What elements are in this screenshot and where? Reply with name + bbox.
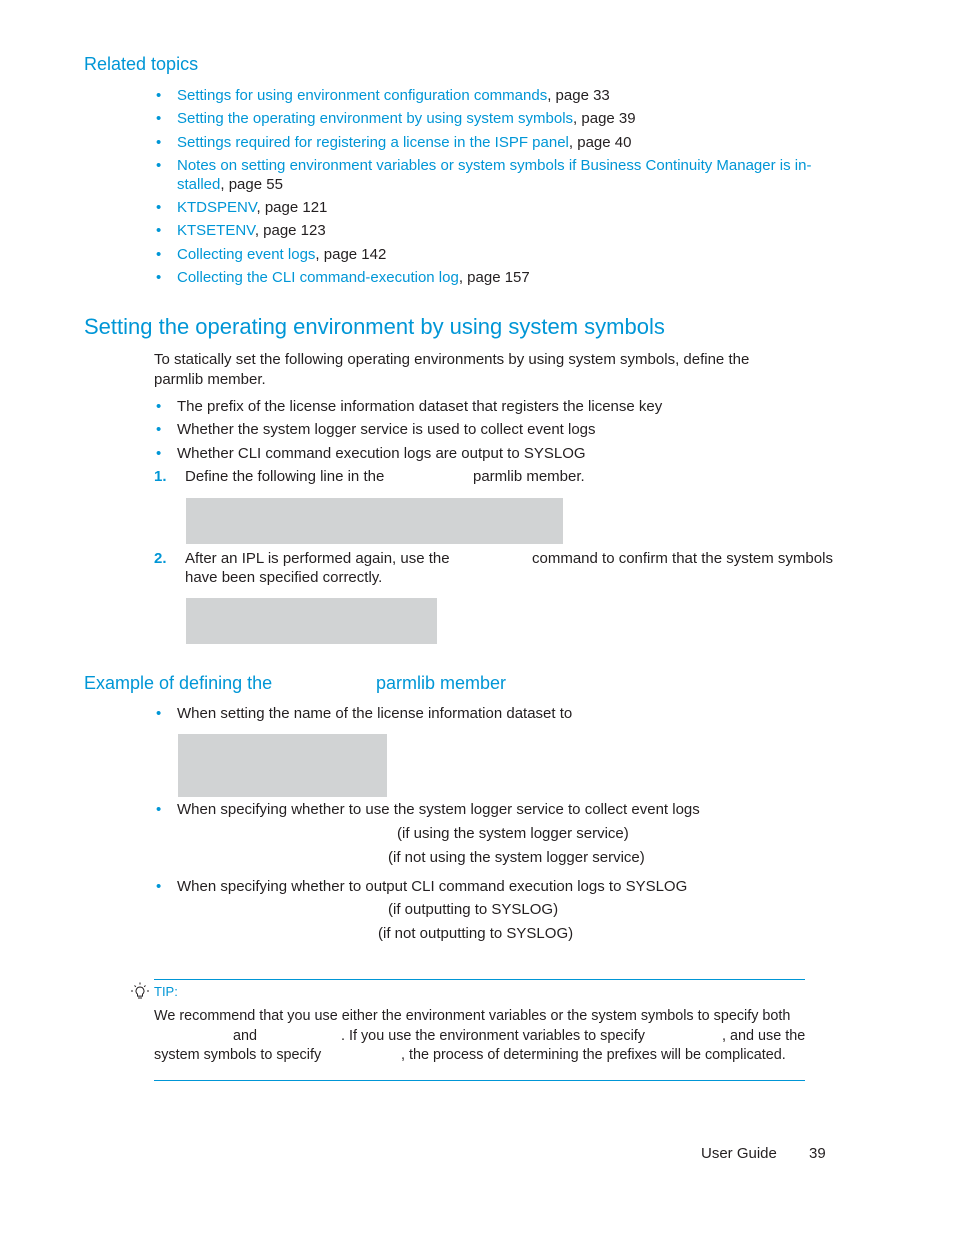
option-note: (if not outputting to SYSLOG) <box>378 925 574 942</box>
bullet-icon: • <box>156 398 162 415</box>
bullet-icon: • <box>156 134 162 151</box>
bullet-icon: • <box>156 246 162 263</box>
list-item: When specifying whether to output CLI command execution logs to SYSLOG <box>177 878 688 895</box>
bullet-icon: • <box>156 110 162 127</box>
bullet-icon: • <box>156 269 162 286</box>
option-note: (if using the system logger service) <box>397 825 629 842</box>
example-heading: Example of defining the <box>84 673 273 693</box>
bullet-icon: • <box>156 421 162 438</box>
topic-link[interactable]: Settings for using environment configuration commands <box>177 87 548 104</box>
list-item: When setting the name of the license information dataset to <box>177 705 573 722</box>
section-title: Setting the operating environment by using system symbols <box>84 314 665 339</box>
bullet-icon: • <box>156 87 162 104</box>
tip-text: , and use the <box>722 1028 806 1044</box>
tip-top-rule <box>154 979 805 980</box>
lightbulb-icon <box>129 981 151 1003</box>
topic-link[interactable]: Settings required for registering a license in the ISPF panel <box>177 134 569 151</box>
option-note: (if not using the system logger service) <box>388 849 645 866</box>
list-item: When specifying whether to use the system logger service to collect event logs <box>177 801 700 818</box>
code-block <box>186 498 563 544</box>
step-text: command to confirm that the system symbols <box>532 550 833 567</box>
topic-link[interactable]: stalled <box>177 176 221 193</box>
bullet-icon: • <box>156 222 162 239</box>
step-text: have been specified correctly. <box>185 569 383 586</box>
topic-link[interactable]: Collecting event logs <box>177 246 316 263</box>
tip-bottom-rule <box>154 1080 805 1081</box>
list-item: Collecting the CLI command-execution log, page 157 <box>177 269 530 286</box>
list-item: Collecting event logs, page 142 <box>177 246 387 263</box>
list-item: Setting the operating environment by using system symbols, page 39 <box>177 110 636 127</box>
tip-text: We recommend that you use either the environment variables or the system symbols to specify both <box>154 1008 791 1024</box>
step-number: 2. <box>154 550 167 567</box>
step-text: parmlib member. <box>473 468 585 485</box>
topic-link[interactable]: Notes on setting environment variables or system symbols if Business Continuity Manager is in- <box>177 157 812 174</box>
bullet-icon: • <box>156 801 162 818</box>
list-item: Whether the system logger service is used to collect event logs <box>177 421 596 438</box>
example-heading: parmlib member <box>376 673 507 693</box>
list-item: The prefix of the license information dataset that registers the license key <box>177 398 663 415</box>
step-text: After an IPL is performed again, use the <box>185 550 450 567</box>
footer-label: User Guide <box>701 1145 777 1162</box>
list-item: KTDSPENV, page 121 <box>177 199 328 216</box>
topic-link[interactable]: KTDSPENV <box>177 199 257 216</box>
list-item: Whether CLI command execution logs are output to SYSLOG <box>177 445 586 462</box>
tip-text: system symbols to specify <box>154 1047 322 1063</box>
list-item: Settings for using environment configuration commands, page 33 <box>177 87 610 104</box>
bullet-icon: • <box>156 445 162 462</box>
topic-link[interactable]: Collecting the CLI command-execution log <box>177 269 459 286</box>
bullet-icon: • <box>156 705 162 722</box>
intro-text: parmlib member. <box>154 371 266 388</box>
code-block <box>186 598 437 644</box>
step-number: 1. <box>154 468 167 485</box>
tip-text: . If you use the environment variables to specify <box>341 1028 645 1044</box>
topic-link[interactable]: KTSETENV <box>177 222 255 239</box>
step-text: Define the following line in the <box>185 468 385 485</box>
list-item: KTSETENV, page 123 <box>177 222 326 239</box>
option-note: (if outputting to SYSLOG) <box>388 901 559 918</box>
code-block <box>178 734 387 797</box>
bullet-icon: • <box>156 878 162 895</box>
related-topics-heading: Related topics <box>84 54 199 74</box>
list-item: stalled, page 55 <box>177 176 283 193</box>
list-item: Settings required for registering a license in the ISPF panel, page 40 <box>177 134 632 151</box>
bullet-icon: • <box>156 199 162 216</box>
tip-text: , the process of determining the prefixes will be complicated. <box>401 1047 786 1063</box>
page-number: 39 <box>809 1145 826 1162</box>
topic-link[interactable]: Setting the operating environment by using system symbols <box>177 110 574 127</box>
tip-label: TIP: <box>154 984 178 999</box>
intro-text: To statically set the following operating environments by using system symbols, define the <box>154 351 750 368</box>
bullet-icon: • <box>156 157 162 174</box>
tip-text: and <box>233 1028 258 1044</box>
